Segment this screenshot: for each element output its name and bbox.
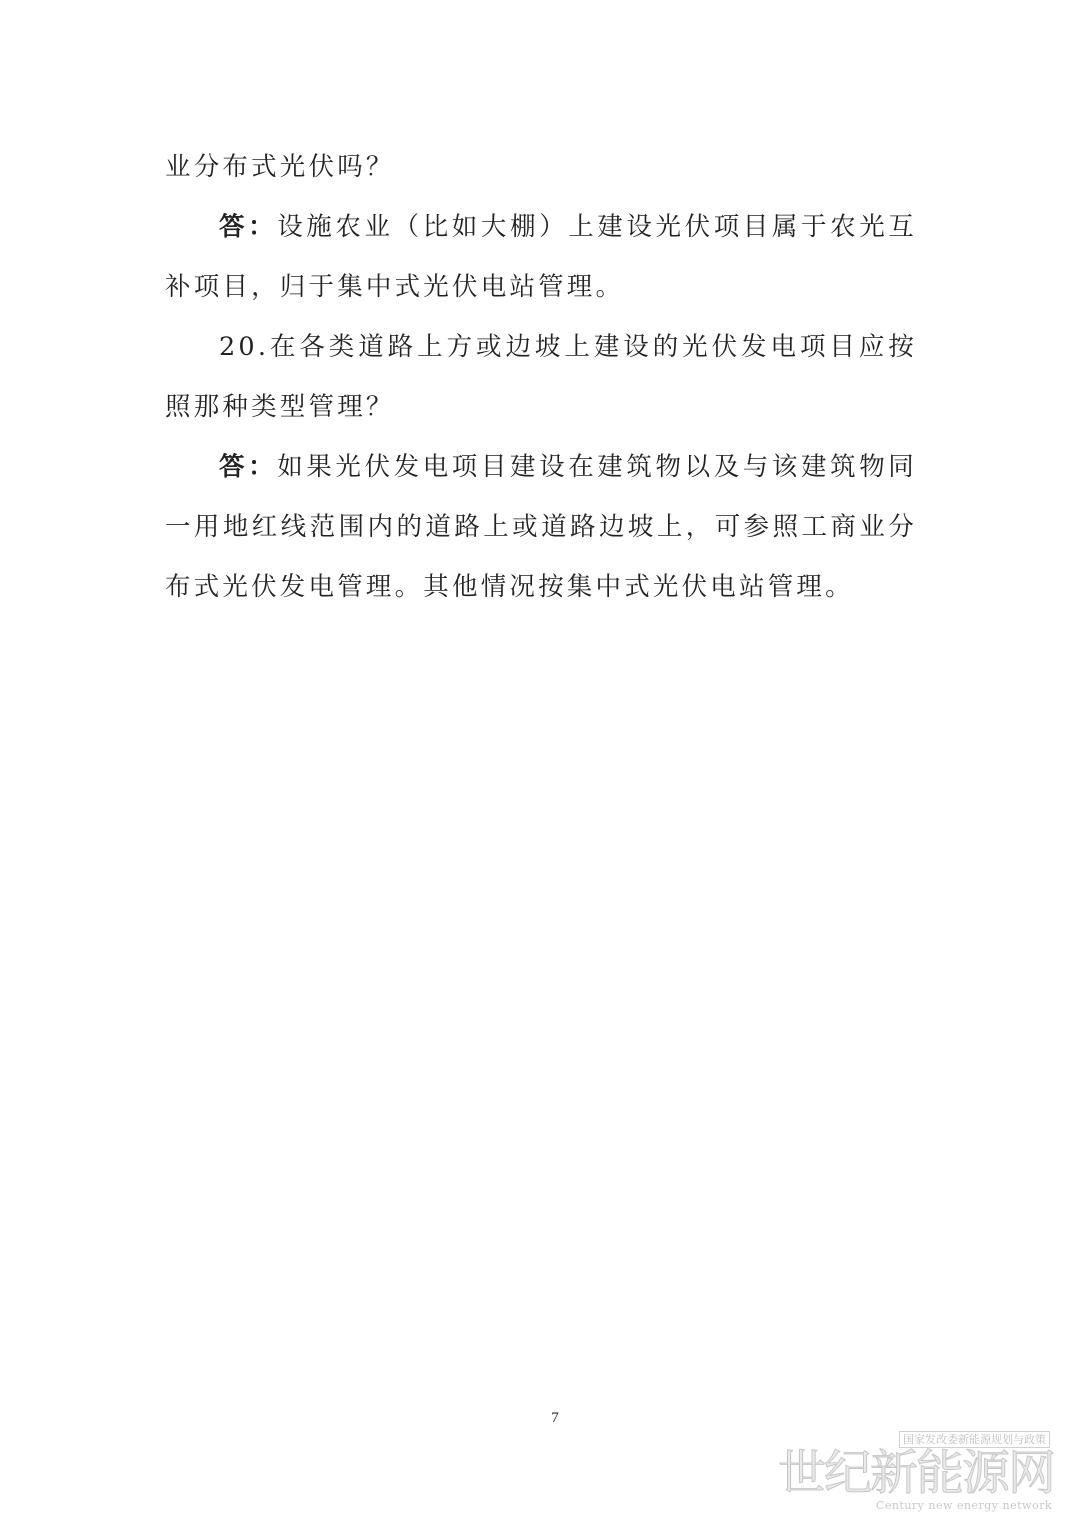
watermark-sub-text: Century new energy network — [875, 1499, 1052, 1512]
paragraph-text: 业分布式光伏吗？ — [165, 152, 395, 182]
answer-text: 如果光伏发电项目建设在建筑物以及与该建筑物同一用地红线范围内的道路上或道路边坡上，可参照工商业分布式光伏发电管理。其他情况按集中式光伏电站管理。 — [165, 452, 917, 602]
answer-paragraph-20 — [165, 437, 917, 617]
answer-label: 答： — [219, 212, 278, 242]
question-paragraph-20 — [165, 317, 917, 437]
watermark-main-text: 世纪新能源网 — [777, 1445, 1054, 1501]
watermark-top-text: 国家发改委新能源规划与政策 — [899, 1431, 1050, 1448]
paragraph-continuation — [165, 137, 917, 197]
watermark-logo — [777, 1431, 1058, 1521]
document-body — [165, 143, 917, 617]
answer-paragraph-19 — [165, 197, 917, 317]
answer-label: 答： — [219, 452, 278, 482]
answer-text: 设施农业（比如大棚）上建设光伏项目属于农光互补项目，归于集中式光伏电站管理。 — [165, 212, 917, 302]
page-number: 7 — [551, 1410, 559, 1426]
question-text: 20.在各类道路上方或边坡上建设的光伏发电项目应按照那种类型管理？ — [165, 332, 917, 422]
